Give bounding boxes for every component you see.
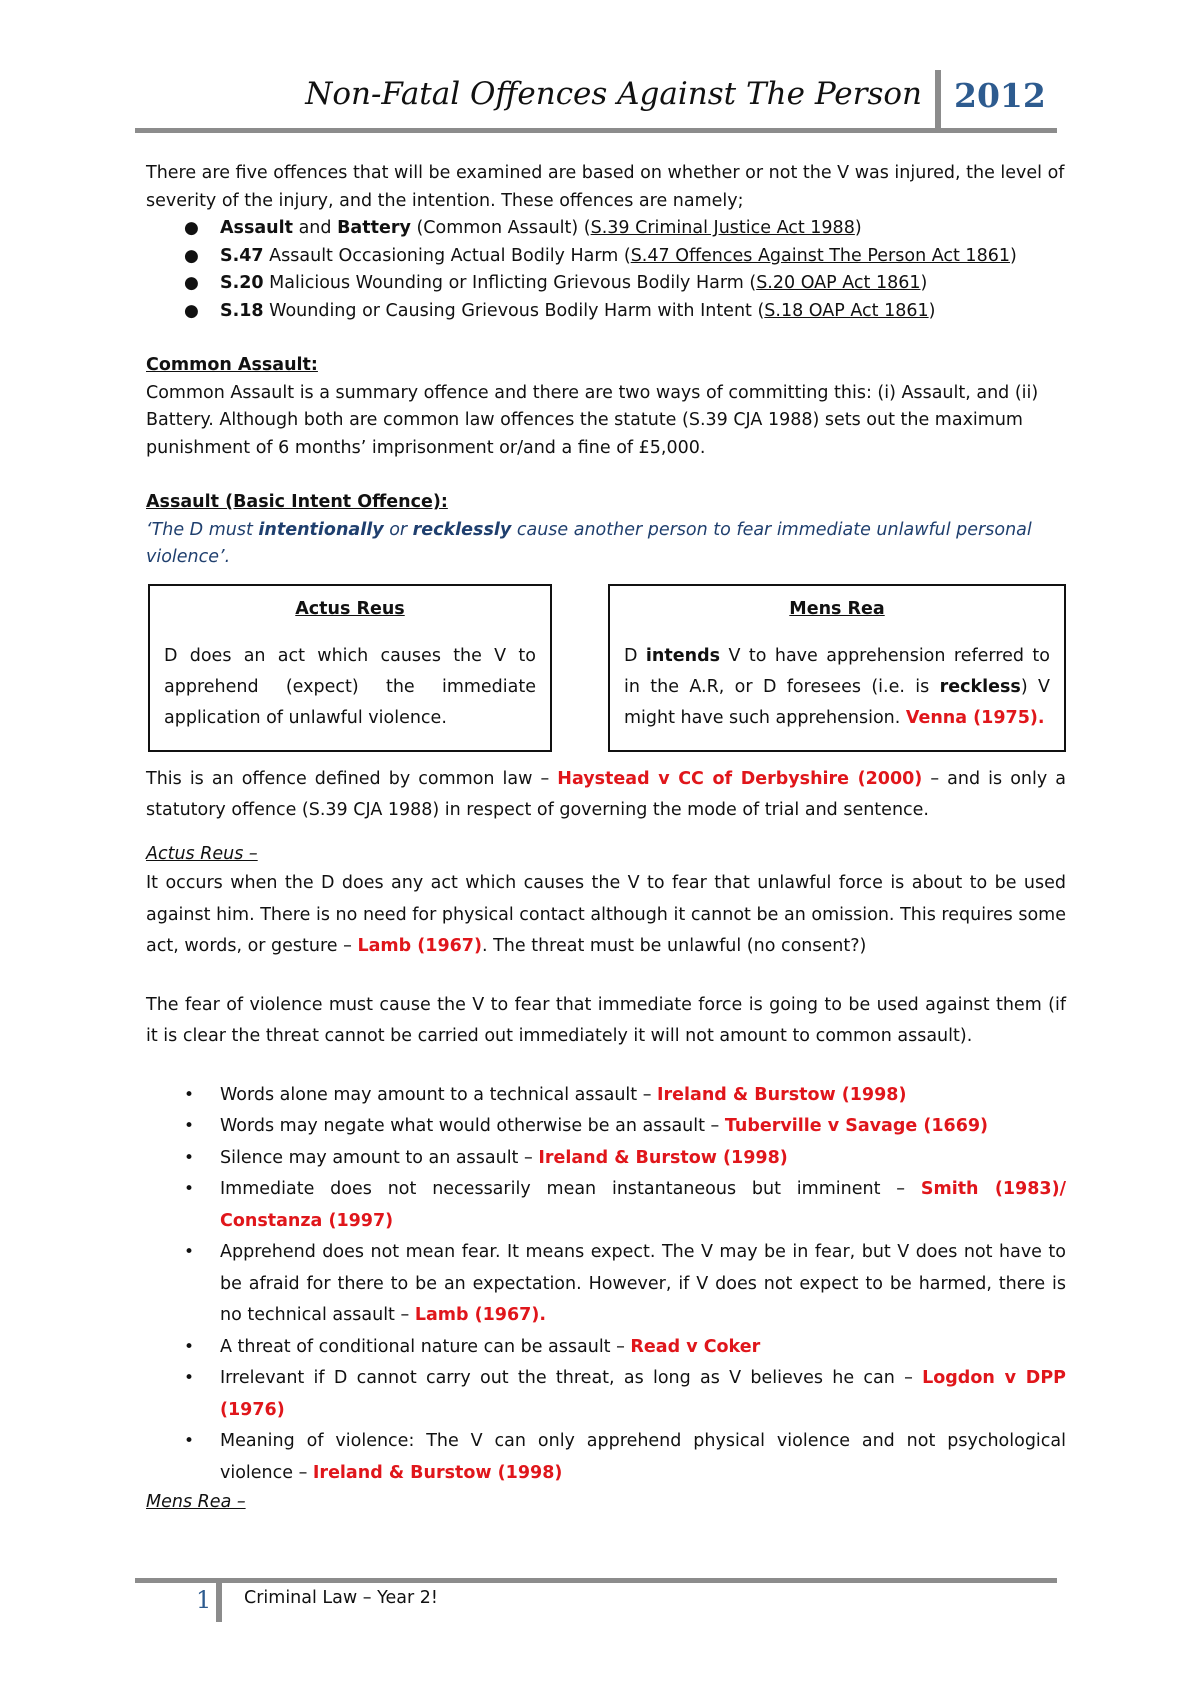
- case-citation: Lamb (1967): [414, 1305, 540, 1325]
- case-citation: Smith (1983)/ Constanza (1997): [220, 1179, 1066, 1231]
- paragraph-text: This is an offence defined by common law –: [146, 768, 558, 789]
- offence-text: ): [1009, 245, 1017, 266]
- statute-ref: S.20 OAP Act 1861: [756, 273, 921, 293]
- intro-paragraph: There are five offences that will be examined are based on whether or not the V was injured, the level of severity of the injury, and the intention. These offences are namely;: [146, 163, 1065, 211]
- point-text: Irrelevant if D cannot carry out the threat, as long as V believes he can –: [220, 1368, 923, 1388]
- offence-text: ): [854, 218, 862, 238]
- list-item: [146, 1174, 1066, 1237]
- mens-rea-box-text: [624, 641, 1050, 734]
- header-rule: [135, 128, 1057, 133]
- box-text: D: [624, 646, 646, 666]
- list-item: [146, 1111, 1066, 1143]
- mens-rea-box-title: Mens Rea: [789, 598, 885, 619]
- footer-rule: [135, 1578, 1057, 1583]
- offence-text: ): [920, 273, 928, 293]
- offence-item: [146, 243, 1066, 271]
- bullet-icon: ●: [184, 218, 199, 238]
- quote-emphasis: intentionally: [258, 519, 384, 540]
- case-citation: Ireland & Burstow (1998): [538, 1147, 788, 1168]
- list-item: [146, 1080, 1066, 1112]
- footer-text: Criminal Law – Year 2!: [244, 1588, 438, 1608]
- offence-item: [146, 298, 1066, 326]
- paragraph-text: – and is only a statutory offence (S.39 CJA 1988) in respect of governing the mode of trial and sentence.: [146, 768, 1066, 820]
- quote-emphasis: recklessly: [412, 519, 512, 540]
- assault-heading: Assault (Basic Intent Offence):: [146, 492, 448, 512]
- list-item: [146, 1143, 1066, 1175]
- common-assault-text: Common Assault is a summary offence and there are two ways of committing this: (i) Assault, and (ii) Battery. Although both are common law offences the statute (S.39 CJA 1988) sets out the maximum punishment of 6 months’ imprisonment or/and a fine of £5,000.: [146, 382, 1039, 458]
- elements-boxes: [146, 584, 1066, 764]
- offence-name: Assault: [220, 218, 294, 238]
- mens-rea-heading: Mens Rea –: [146, 1492, 246, 1512]
- bullet-icon: •: [184, 1084, 195, 1105]
- list-item: [146, 1426, 1066, 1489]
- assault-definition: [146, 517, 1066, 572]
- offence-name: S.18: [220, 300, 264, 321]
- actus-reus-box: [148, 584, 552, 752]
- actus-reus-paragraph: [146, 868, 1066, 963]
- bullet-icon: •: [184, 1368, 195, 1388]
- body-content: [146, 160, 1066, 1517]
- point-tail: .: [539, 1305, 546, 1325]
- header-year: 2012: [954, 76, 1046, 115]
- offence-name: S.20: [220, 273, 264, 293]
- paragraph-text: It occurs when the D does any act which causes the V to fear that unlawful force is about to be used against him. There is no need for physical contact although it cannot be an omission. This requires some act, words, or gesture –: [146, 873, 1066, 956]
- offence-text: Assault Occasioning Actual Bodily Harm (: [263, 245, 631, 266]
- point-text: Silence may amount to an assault –: [220, 1147, 539, 1168]
- offence-list: [146, 215, 1066, 325]
- offence-name: S.47: [220, 245, 264, 266]
- actus-reus-box-title: Actus Reus: [295, 598, 405, 619]
- point-text: Immediate does not necessarily mean instantaneous but imminent –: [220, 1179, 921, 1199]
- case-citation: Logdon v DPP (1976): [220, 1368, 1066, 1420]
- offence-item: [146, 270, 1066, 298]
- page-number: 1: [196, 1586, 212, 1614]
- footer-divider: [216, 1582, 222, 1622]
- quote-text: ‘The D must: [146, 519, 259, 540]
- list-item: [146, 1237, 1066, 1332]
- offence-text: Wounding or Causing Grievous Bodily Harm with Intent (: [263, 300, 765, 321]
- offence-text: Malicious Wounding or Inflicting Grievous Bodily Harm (: [263, 273, 757, 293]
- case-citation: Ireland & Burstow (1998): [312, 1462, 563, 1483]
- fear-paragraph: The fear of violence must cause the V to fear that immediate force is going to be used against them (if it is clear the threat cannot be carried out immediately it will not amount to common assault).: [146, 994, 1066, 1046]
- box-emphasis: intends: [645, 646, 721, 666]
- statute-ref: S.39 Criminal Justice Act 1988: [590, 218, 855, 238]
- case-citation: Ireland & Burstow (1998): [657, 1084, 907, 1105]
- common-assault-heading: Common Assault:: [146, 355, 318, 375]
- point-text: Meaning of violence: The V can only apprehend physical violence and not psychological violence –: [220, 1431, 1066, 1483]
- box-text: .: [1037, 708, 1045, 728]
- bullet-icon: ●: [184, 273, 199, 293]
- case-citation: Lamb (1967): [357, 936, 482, 956]
- header-title: Non-Fatal Offences Against The Person: [305, 76, 922, 112]
- list-item: [146, 1332, 1066, 1364]
- statute-ref: S.18 OAP Act 1861: [764, 300, 929, 321]
- actus-reus-box-text: D does an act which causes the V to apprehend (expect) the immediate application of unlawful violence.: [164, 646, 536, 728]
- bullet-icon: •: [184, 1242, 195, 1262]
- mens-rea-box: [608, 584, 1066, 752]
- point-text: Apprehend does not mean fear. It means expect. The V may be in fear, but V does not have to be afraid for there to be an expectation. However, if V does not expect to be harmed, there is no technical assault –: [220, 1242, 1066, 1325]
- actus-reus-heading: Actus Reus –: [146, 843, 258, 864]
- offence-text: ): [928, 300, 936, 321]
- list-item: [146, 1363, 1066, 1426]
- point-text: Words alone may amount to a technical assault –: [220, 1084, 658, 1105]
- header-divider: [935, 70, 941, 128]
- common-law-paragraph: [146, 764, 1066, 827]
- case-citation: Tuberville v Savage (1669): [724, 1116, 989, 1136]
- case-citation: Read v Coker: [630, 1336, 761, 1357]
- offence-name: Battery: [337, 218, 411, 238]
- bullet-icon: •: [184, 1116, 195, 1136]
- quote-text: or: [383, 519, 413, 540]
- case-citation: Venna (1975): [905, 708, 1038, 728]
- bullet-icon: •: [184, 1336, 195, 1357]
- bullet-icon: •: [184, 1147, 195, 1168]
- offence-text: and: [293, 218, 338, 238]
- bullet-icon: •: [184, 1431, 195, 1451]
- paragraph-text: . The threat must be unlawful (no consent?): [481, 936, 867, 956]
- offence-item: [146, 215, 1066, 243]
- offence-text: (Common Assault) (: [410, 218, 591, 238]
- box-text: V to have apprehension referred to in the A.R, or D foresees (i.e. is: [624, 646, 1050, 697]
- point-text: Words may negate what would otherwise be an assault –: [220, 1116, 725, 1136]
- box-emphasis: reckless: [939, 677, 1021, 697]
- box-text: ) V might have such apprehension.: [624, 677, 1050, 728]
- bullet-icon: ●: [184, 245, 199, 266]
- quote-text: cause another person to fear immediate unlawful personal violence’.: [146, 519, 1032, 567]
- bullet-icon: •: [184, 1179, 195, 1199]
- case-citation: Haystead v CC of Derbyshire (2000): [557, 768, 923, 789]
- bullet-icon: ●: [184, 300, 199, 321]
- statute-ref: S.47 Offences Against The Person Act 1861: [630, 245, 1010, 266]
- assault-points-list: [146, 1080, 1066, 1490]
- point-text: A threat of conditional nature can be assault –: [220, 1336, 631, 1357]
